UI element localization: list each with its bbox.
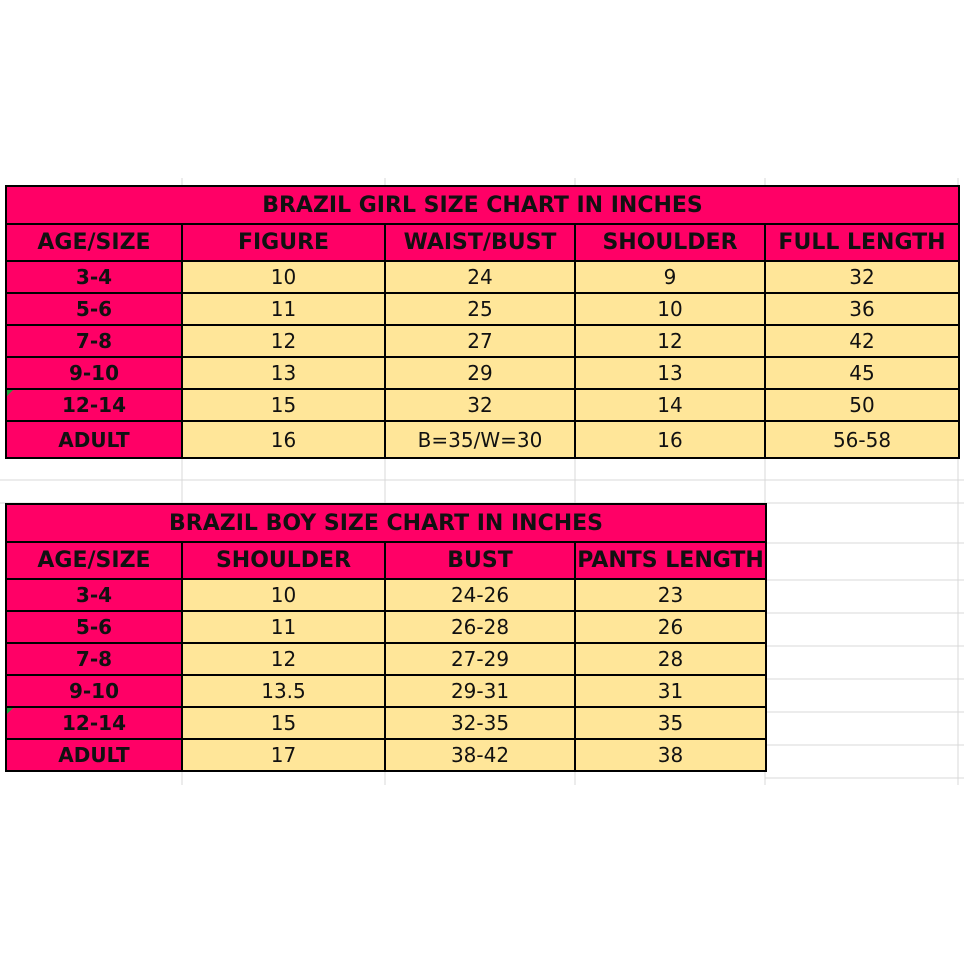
pants-length-cell[interactable]: 23 (575, 579, 766, 611)
shoulder-cell[interactable]: 14 (575, 389, 765, 421)
full-length-cell[interactable]: 42 (765, 325, 959, 357)
shoulder-cell[interactable]: 10 (575, 293, 765, 325)
boy-size-chart-table (5, 503, 767, 772)
boy-chart-title[interactable]: BRAZIL BOY SIZE CHART IN INCHES (6, 504, 766, 542)
shoulder-cell[interactable]: 9 (575, 261, 765, 293)
table-row (6, 675, 766, 707)
pants-length-cell[interactable]: 28 (575, 643, 766, 675)
table-row (6, 421, 959, 458)
age-size-cell[interactable]: ADULT (6, 421, 182, 458)
bust-cell[interactable]: 38-42 (385, 739, 575, 771)
header-cell[interactable]: AGE/SIZE (6, 224, 182, 261)
figure-cell[interactable]: 10 (182, 261, 385, 293)
table-row (6, 643, 766, 675)
age-size-cell[interactable] (6, 389, 182, 421)
figure-cell[interactable]: 11 (182, 293, 385, 325)
full-length-cell[interactable]: 32 (765, 261, 959, 293)
table-row (6, 389, 959, 421)
shoulder-cell[interactable]: 13 (575, 357, 765, 389)
shoulder-cell[interactable]: 12 (575, 325, 765, 357)
header-cell[interactable]: SHOULDER (182, 542, 385, 579)
title-row (6, 186, 959, 224)
age-size-cell[interactable]: 9-10 (6, 675, 182, 707)
header-row (6, 542, 766, 579)
figure-cell[interactable]: 15 (182, 389, 385, 421)
cell-error-indicator-icon (7, 708, 13, 714)
table-row (6, 325, 959, 357)
age-size-cell[interactable]: 5-6 (6, 611, 182, 643)
age-size-cell[interactable]: 7-8 (6, 643, 182, 675)
header-cell[interactable]: BUST (385, 542, 575, 579)
table-row (6, 261, 959, 293)
age-size-cell[interactable]: ADULT (6, 739, 182, 771)
bust-cell[interactable]: 26-28 (385, 611, 575, 643)
waist-bust-cell[interactable]: B=35/W=30 (385, 421, 575, 458)
title-row (6, 504, 766, 542)
age-size-label: 12-14 (62, 393, 126, 417)
shoulder-cell[interactable]: 16 (575, 421, 765, 458)
shoulder-cell[interactable]: 12 (182, 643, 385, 675)
bust-cell[interactable]: 32-35 (385, 707, 575, 739)
header-cell[interactable]: AGE/SIZE (6, 542, 182, 579)
shoulder-cell[interactable]: 17 (182, 739, 385, 771)
waist-bust-cell[interactable]: 24 (385, 261, 575, 293)
girl-chart-title[interactable]: BRAZIL GIRL SIZE CHART IN INCHES (6, 186, 959, 224)
header-cell[interactable]: WAIST/BUST (385, 224, 575, 261)
bust-cell[interactable]: 27-29 (385, 643, 575, 675)
age-size-cell[interactable]: 3-4 (6, 579, 182, 611)
table-row (6, 579, 766, 611)
pants-length-cell[interactable]: 26 (575, 611, 766, 643)
bust-cell[interactable]: 29-31 (385, 675, 575, 707)
age-size-cell[interactable]: 7-8 (6, 325, 182, 357)
waist-bust-cell[interactable]: 29 (385, 357, 575, 389)
shoulder-cell[interactable]: 15 (182, 707, 385, 739)
table-row (6, 707, 766, 739)
shoulder-cell[interactable]: 11 (182, 611, 385, 643)
table-row (6, 293, 959, 325)
full-length-cell[interactable]: 56-58 (765, 421, 959, 458)
waist-bust-cell[interactable]: 27 (385, 325, 575, 357)
pants-length-cell[interactable]: 38 (575, 739, 766, 771)
header-cell[interactable]: FULL LENGTH (765, 224, 959, 261)
age-size-label: 12-14 (62, 711, 126, 735)
waist-bust-cell[interactable]: 32 (385, 389, 575, 421)
cell-error-indicator-icon (7, 390, 13, 396)
pants-length-cell[interactable]: 31 (575, 675, 766, 707)
age-size-cell[interactable] (6, 707, 182, 739)
age-size-cell[interactable]: 5-6 (6, 293, 182, 325)
figure-cell[interactable]: 12 (182, 325, 385, 357)
table-row (6, 739, 766, 771)
header-row (6, 224, 959, 261)
age-size-cell[interactable]: 9-10 (6, 357, 182, 389)
header-cell[interactable]: PANTS LENGTH (575, 542, 766, 579)
waist-bust-cell[interactable]: 25 (385, 293, 575, 325)
full-length-cell[interactable]: 36 (765, 293, 959, 325)
full-length-cell[interactable]: 50 (765, 389, 959, 421)
shoulder-cell[interactable]: 10 (182, 579, 385, 611)
figure-cell[interactable]: 13 (182, 357, 385, 389)
full-length-cell[interactable]: 45 (765, 357, 959, 389)
figure-cell[interactable]: 16 (182, 421, 385, 458)
bust-cell[interactable]: 24-26 (385, 579, 575, 611)
table-row (6, 611, 766, 643)
table-row (6, 357, 959, 389)
girl-size-chart-table (5, 185, 960, 459)
header-cell[interactable]: SHOULDER (575, 224, 765, 261)
shoulder-cell[interactable]: 13.5 (182, 675, 385, 707)
header-cell[interactable]: FIGURE (182, 224, 385, 261)
pants-length-cell[interactable]: 35 (575, 707, 766, 739)
age-size-cell[interactable]: 3-4 (6, 261, 182, 293)
